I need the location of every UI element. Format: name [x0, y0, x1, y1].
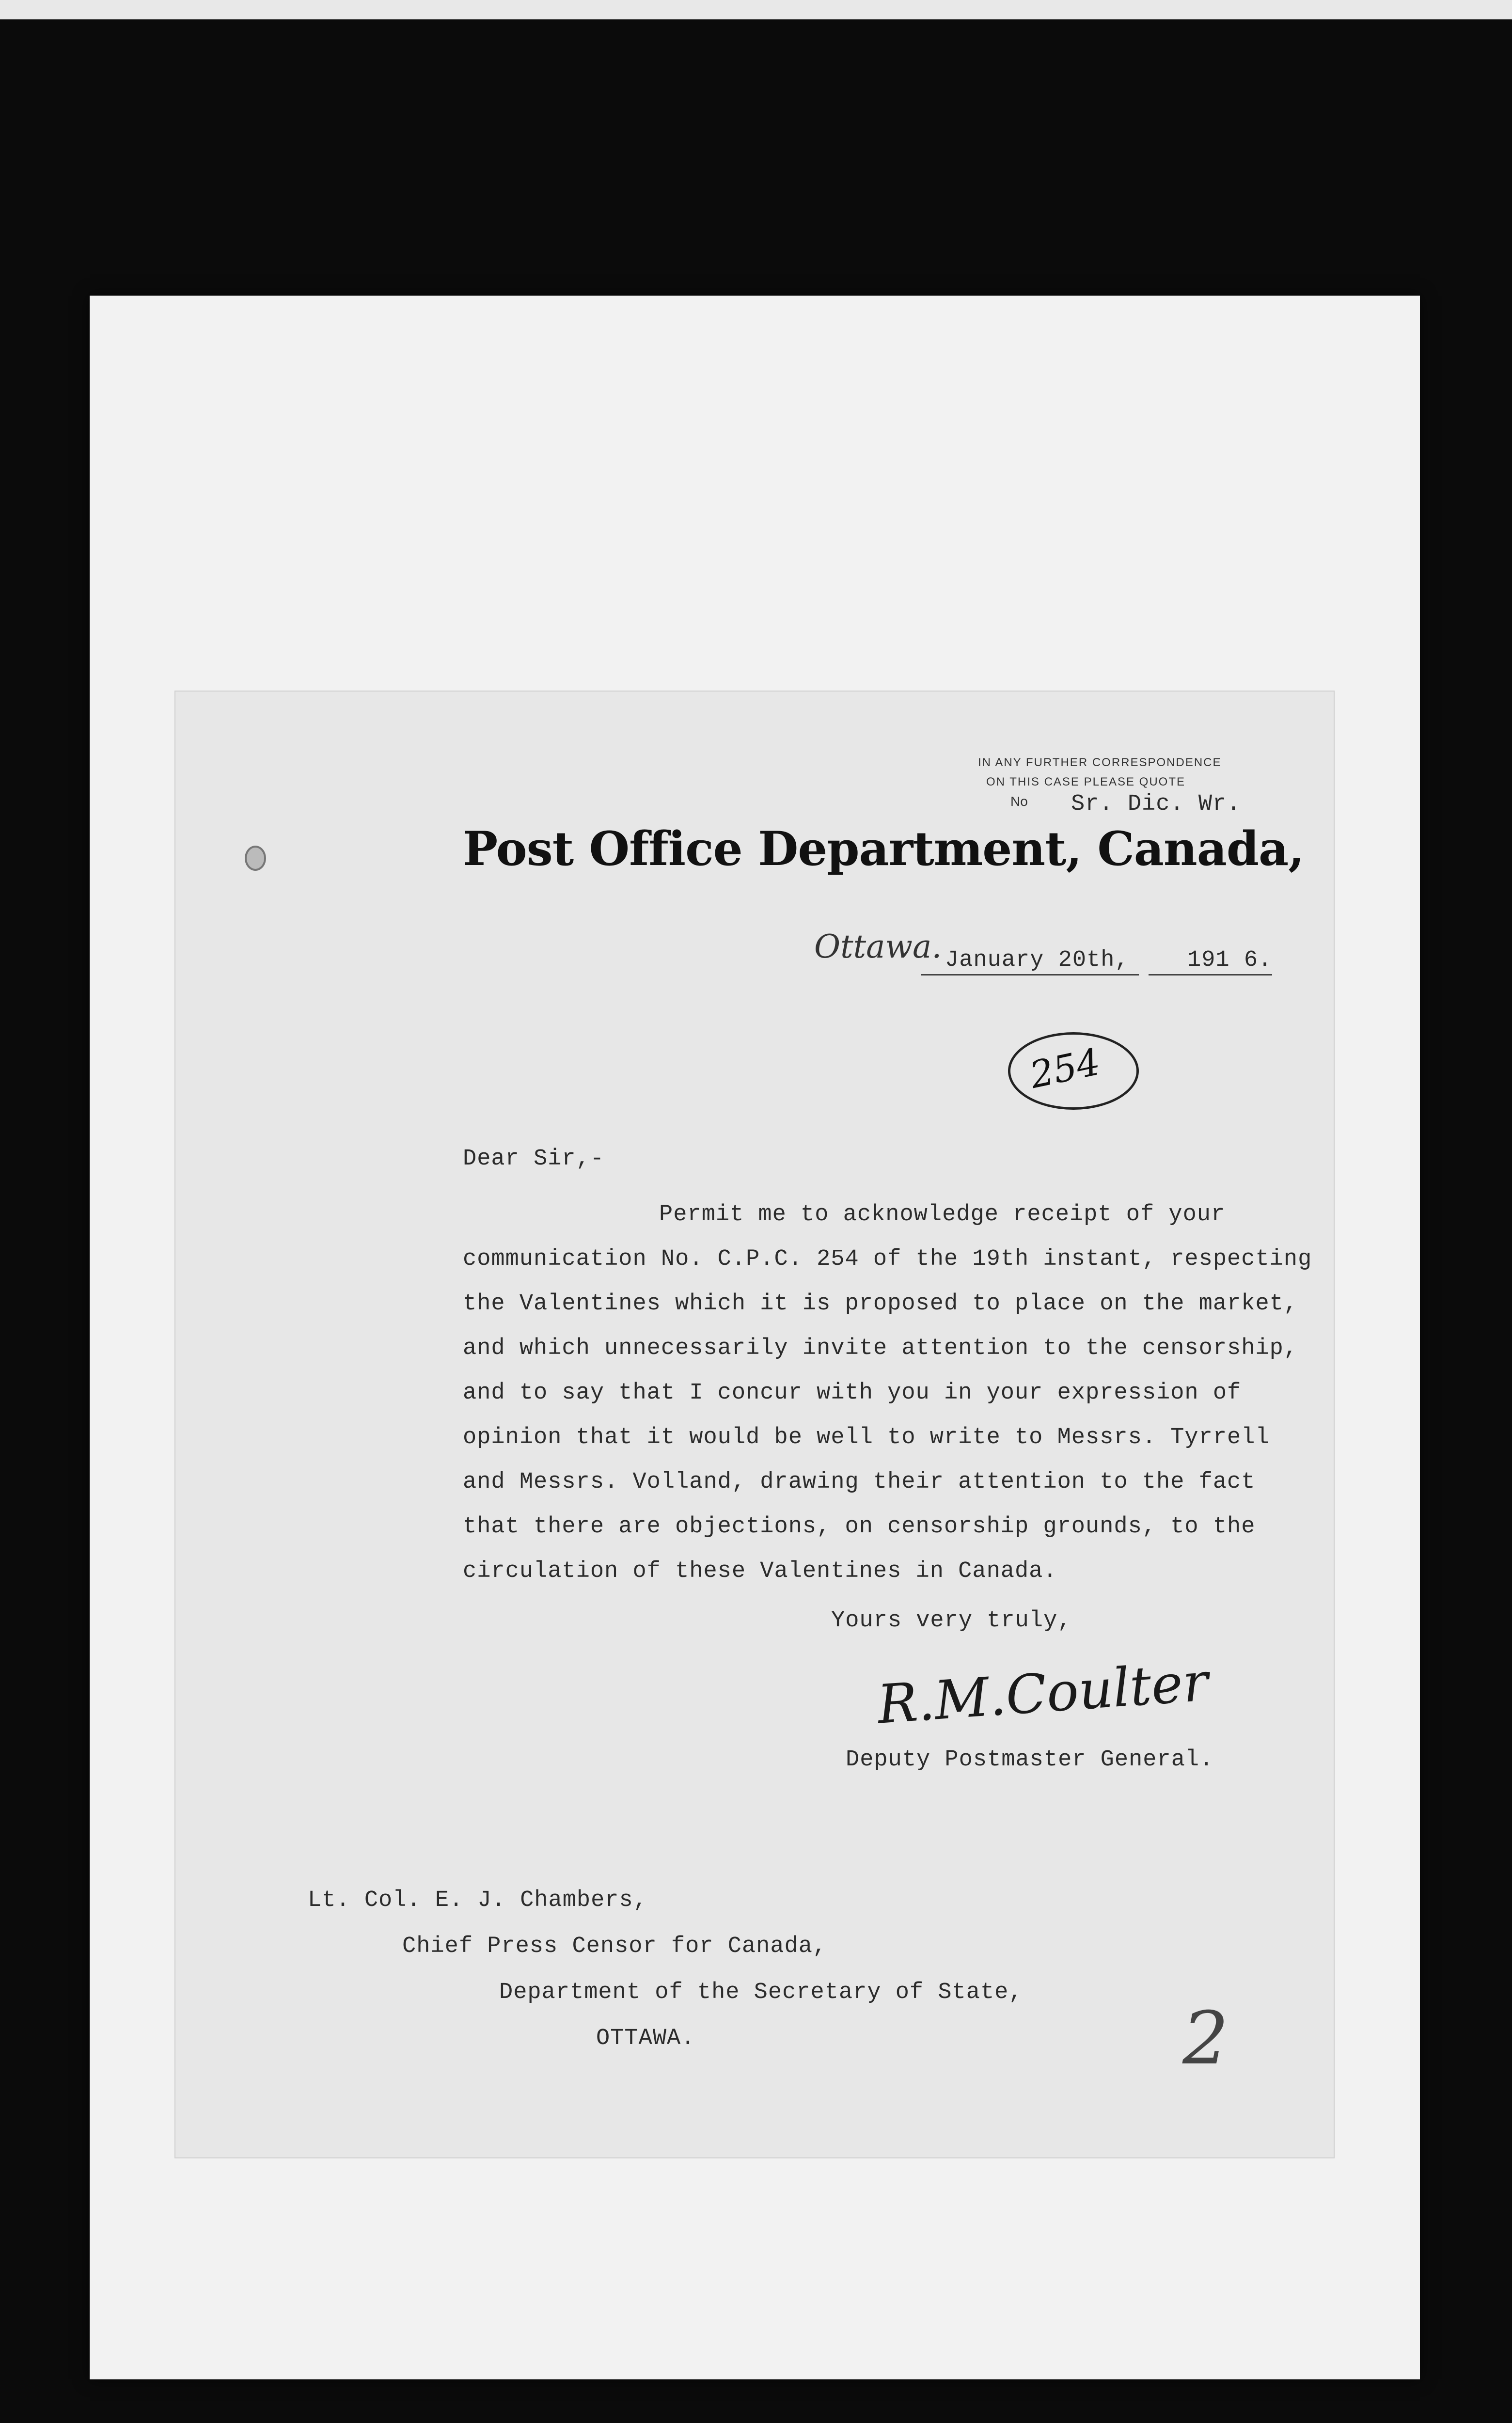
- scan-top-edge: [0, 0, 1512, 19]
- handwritten-signature: R.M.Coulter: [875, 1651, 1211, 1736]
- letterhead: Post Office Department, Canada,: [463, 821, 1304, 876]
- reference-line-1: IN ANY FURTHER CORRESPONDENCE: [978, 756, 1222, 769]
- recipient-line: Lt. Col. E. J. Chambers,: [308, 1888, 647, 1913]
- file-number-stamp-text: 254: [1026, 1039, 1104, 1097]
- body-line: Permit me to acknowledge receipt of your: [659, 1202, 1226, 1227]
- body-line: and which unnecessarily invite attention to the censorship,: [463, 1336, 1298, 1361]
- body-line: and to say that I concur with you in your expression of: [463, 1380, 1242, 1406]
- recipient-line: Department of the Secretary of State,: [499, 1980, 1023, 2005]
- letter-date: January 20th,: [921, 947, 1139, 975]
- punch-hole-icon: [245, 846, 266, 871]
- place-name: Ottawa.: [814, 928, 942, 965]
- body-line: and Messrs. Volland, drawing their attention to the fact: [463, 1469, 1256, 1495]
- salutation: Dear Sir,-: [463, 1146, 605, 1172]
- reference-no-value: Sr. Dic. Wr.: [1071, 791, 1241, 817]
- recipient-line: Chief Press Censor for Canada,: [402, 1934, 827, 1959]
- letter-year: 191 6.: [1149, 947, 1272, 975]
- body-line: circulation of these Valentines in Canada.: [463, 1558, 1057, 1584]
- reference-no-label: No: [1010, 794, 1028, 809]
- body-line: opinion that it would be well to write to Messrs. Tyrrell: [463, 1425, 1270, 1450]
- body-line: the Valentines which it is proposed to place on the market,: [463, 1291, 1298, 1317]
- body-line: that there are objections, on censorship grounds, to the: [463, 1514, 1256, 1540]
- closing: Yours very truly,: [831, 1608, 1072, 1634]
- reference-line-2: ON THIS CASE PLEASE QUOTE: [986, 775, 1185, 788]
- recipient-line: OTTAWA.: [596, 2026, 695, 2051]
- body-line: communication No. C.P.C. 254 of the 19th instant, respecting: [463, 1246, 1312, 1272]
- margin-pencil-mark: 2: [1182, 1997, 1229, 2081]
- file-number-stamp: [1008, 1032, 1139, 1110]
- signer-title: Deputy Postmaster General.: [846, 1747, 1214, 1773]
